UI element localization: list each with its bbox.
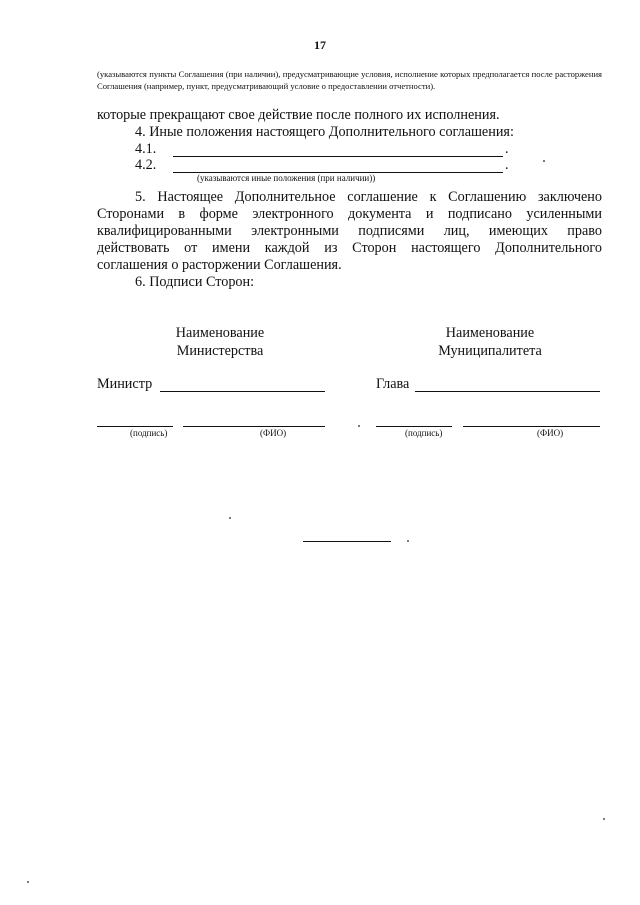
left-sig-blank (97, 426, 173, 427)
right-signature-line (415, 391, 600, 392)
item-4-2-dot: . (505, 157, 509, 173)
scan-speck (358, 425, 360, 427)
item-4-1-blank-line (173, 156, 503, 157)
item-4-1-dot: . (505, 141, 509, 157)
item-6-title: 6. Подписи Сторон: (135, 274, 255, 290)
left-fio-blank (183, 426, 325, 427)
end-separator-line (303, 541, 391, 542)
left-party-name-line-2: Министерства (176, 343, 264, 359)
item-5-line-3: квалифицированными электронными подписями лиц, имеющих право (97, 223, 602, 239)
item-5-line-1: 5. Настоящее Дополнительное соглашение к Соглашению заключено (135, 189, 602, 205)
continuation-line: которые прекращают свое действие после полного их исполнения. (97, 107, 500, 123)
right-fio-caption: (ФИО) (537, 428, 564, 438)
item-4-title: 4. Иные положения настоящего Дополнительного соглашения: (135, 124, 514, 140)
right-fio-blank (463, 426, 600, 427)
item-5-line-5: соглашения о расторжении Соглашения. (97, 257, 342, 273)
item-4-1-label: 4.1. (135, 141, 157, 157)
right-sig-caption: (подпись) (405, 428, 443, 438)
left-signature-line (160, 391, 325, 392)
item-5-line-2: Сторонами в форме электронного документа и подписано усиленными (97, 206, 602, 222)
right-party-role: Глава (376, 376, 410, 392)
right-party-name-line-1: Наименование (445, 325, 535, 341)
scan-speck (407, 540, 409, 542)
item-5-line-4: действовать от имени каждой из Сторон настоящего Дополнительного (97, 240, 602, 256)
scan-speck (27, 881, 29, 883)
note-points: (указываются пункты Соглашения (при наличии), предусматривающие условия, исполнение которых предполагается после расторжения Соглашения (например, пункт, предусматривающий условие о предоставлении отчетности). (97, 69, 602, 91)
right-party-name-line-2: Муниципалитета (438, 343, 542, 359)
page-number: 17 (314, 38, 326, 52)
left-party-role: Министр (97, 376, 153, 392)
scan-speck (603, 818, 605, 820)
left-party-name-line-1: Наименование (175, 325, 265, 341)
left-fio-caption: (ФИО) (260, 428, 287, 438)
item-4-2-label: 4.2. (135, 157, 157, 173)
scan-speck (229, 517, 231, 519)
left-sig-caption: (подпись) (130, 428, 168, 438)
scan-speck (543, 160, 545, 162)
item-4-hint: (указываются иные положения (при наличии)) (197, 173, 376, 183)
right-sig-blank (376, 426, 452, 427)
